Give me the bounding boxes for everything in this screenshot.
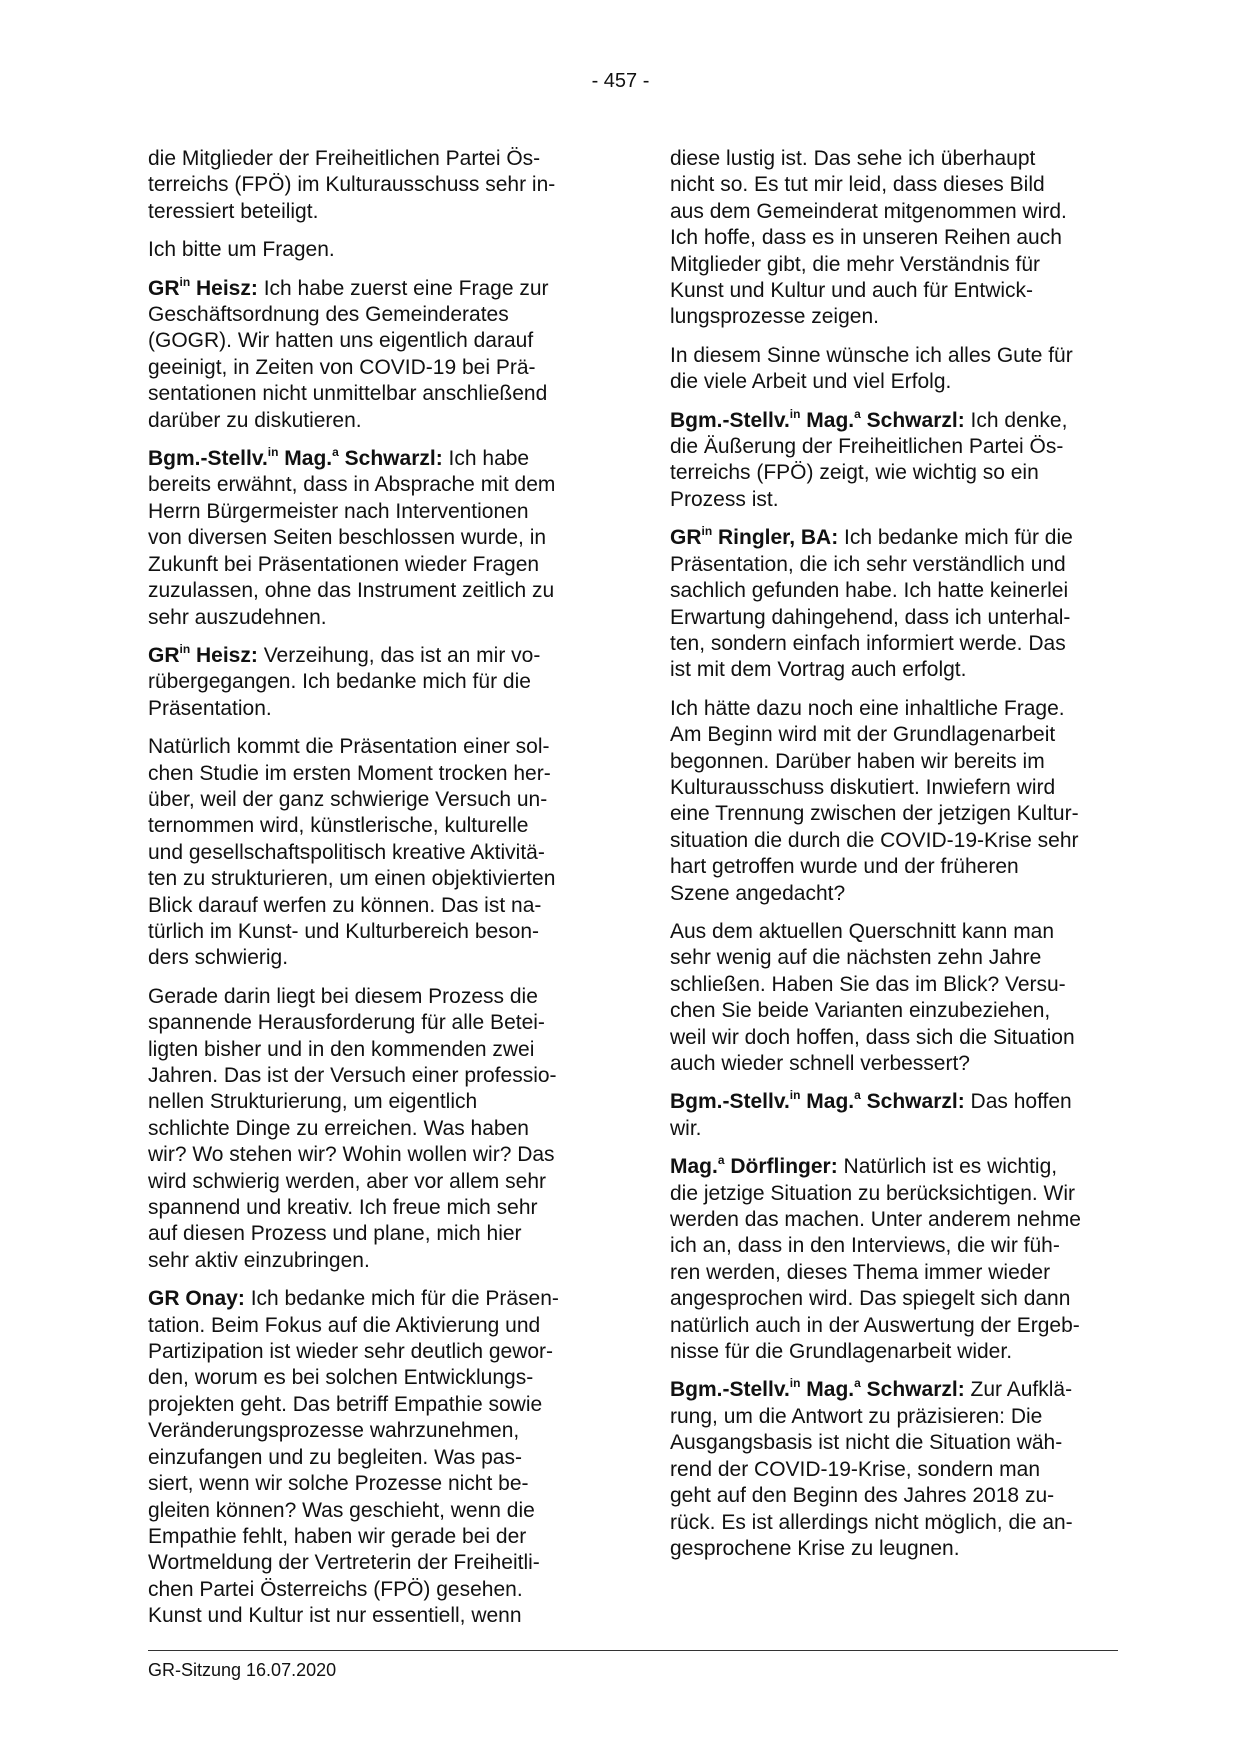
speaker-title-superscript: in	[789, 1376, 801, 1391]
text-line	[670, 1286, 1118, 1312]
text-line	[148, 499, 596, 525]
text-line	[148, 355, 596, 381]
text-line	[670, 578, 1118, 604]
text-line	[148, 1010, 596, 1036]
text-line	[670, 1025, 1118, 1051]
line-text: gleiten können? Was geschieht, wenn die	[148, 1498, 535, 1522]
line-text: aus dem Gemeinderat mitgenommen wird.	[670, 199, 1067, 223]
speaker-title-text: Schwarzl:	[860, 1090, 965, 1114]
paragraph	[148, 237, 596, 263]
text-line	[670, 369, 1118, 395]
text-line	[670, 552, 1118, 578]
line-text: den, worum es bei solchen Entwicklungs-	[148, 1366, 534, 1390]
line-text: Prozess ist.	[670, 487, 779, 511]
line-text: rübergegangen. Ich bedanke mich für die	[148, 670, 531, 694]
paragraph	[148, 984, 596, 1274]
text-line	[670, 972, 1118, 998]
line-text: schlichte Dinge zu erreichen. Was haben	[148, 1116, 529, 1140]
line-text: Geschäftsordnung des Gemeinderates	[148, 303, 509, 327]
line-text: Jahren. Das ist der Versuch einer professio-	[148, 1064, 557, 1087]
text-line	[148, 1392, 596, 1418]
speaker-title-superscript: a	[854, 406, 861, 421]
text-line	[148, 840, 596, 866]
speaker-statement	[670, 1377, 1118, 1562]
speaker-title-text: GR Onay:	[148, 1287, 245, 1311]
speaker-title-text: Heisz:	[190, 276, 258, 300]
speaker-title-text: Bgm.-Stellv.	[670, 1378, 790, 1402]
text-line	[670, 1483, 1118, 1509]
text-line	[670, 278, 1118, 304]
text-line	[148, 1089, 596, 1115]
speaker-statement	[148, 446, 596, 631]
text-line	[670, 1233, 1118, 1259]
text-line	[148, 302, 596, 328]
line-text: die Äußerung der Freiheitlichen Partei Ös-	[670, 435, 1064, 459]
line-text: Empathie fehlt, haben wir gerade bei der	[148, 1524, 527, 1548]
text-line	[670, 854, 1118, 880]
text-line	[670, 1051, 1118, 1077]
line-text: siert, wenn wir solche Prozesse nicht be-	[148, 1472, 529, 1496]
speaker-name	[670, 526, 838, 549]
line-text: die viele Arbeit und viel Erfolg.	[670, 370, 952, 394]
speaker-title-superscript: a	[854, 1376, 861, 1391]
text-line	[670, 1313, 1118, 1339]
line-text: Natürlich kommt die Präsentation einer sol-	[148, 735, 550, 759]
text-line	[148, 199, 596, 225]
speaker-title-text: Heisz:	[190, 643, 258, 667]
speaker-title-text: Mag.	[670, 1155, 718, 1179]
line-text: nisse für die Grundlagenarbeit wider.	[670, 1340, 1013, 1364]
paragraph	[670, 696, 1118, 907]
speaker-name	[148, 274, 258, 300]
line-text: Natürlich ist es wichtig,	[843, 1155, 1058, 1179]
speaker-statement	[670, 525, 1118, 683]
line-text: Szene angedacht?	[670, 881, 846, 905]
line-text: und gesellschaftspolitisch kreative Aktivitä-	[148, 840, 545, 864]
line-text: Erwartung dahingehend, dass ich unterhal-	[670, 605, 1071, 629]
line-text: türlich im Kunst- und Kulturbereich beson-	[148, 919, 540, 943]
speaker-statement	[670, 1154, 1118, 1365]
line-text: Zur Aufklä-	[970, 1378, 1073, 1402]
text-line	[670, 919, 1118, 945]
line-text: spannende Herausforderung für alle Betei-	[148, 1011, 545, 1035]
line-text: Aus dem aktuellen Querschnitt kann man	[670, 919, 1055, 943]
line-text: geht auf den Beginn des Jahres 2018 zu-	[670, 1484, 1055, 1508]
speaker-title-text: Schwarzl:	[860, 408, 965, 432]
line-text: werden das machen. Unter anderem nehme	[670, 1208, 1081, 1232]
line-text: In diesem Sinne wünsche ich alles Gute für	[670, 343, 1073, 367]
text-line	[670, 199, 1118, 225]
text-line	[148, 893, 596, 919]
text-line	[148, 1286, 596, 1312]
text-line	[148, 919, 596, 945]
text-line	[148, 1195, 596, 1221]
text-line	[670, 343, 1118, 369]
speaker-name	[670, 1378, 965, 1401]
text-line	[148, 1221, 596, 1247]
paragraph	[670, 919, 1118, 1077]
line-text: wir? Wo stehen wir? Wohin wollen wir? Das	[148, 1143, 555, 1167]
text-line	[670, 1089, 1118, 1115]
text-line	[148, 734, 596, 760]
speaker-statement	[148, 276, 596, 434]
text-line	[670, 1181, 1118, 1207]
text-line	[670, 1457, 1118, 1483]
paragraph	[148, 734, 596, 972]
line-text: Ich habe zuerst eine Frage zur	[263, 276, 549, 300]
line-text: rung, um die Antwort zu präzisieren: Die	[670, 1404, 1043, 1428]
speaker-title-text: GR	[670, 526, 702, 550]
line-text: teressiert beteiligt.	[148, 199, 319, 223]
text-line	[148, 381, 596, 407]
line-text: chen Partei Österreichs (FPÖ) gesehen.	[148, 1577, 523, 1601]
line-text: auch wieder schnell verbessert?	[670, 1052, 970, 1075]
speaker-title-superscript: a	[717, 1153, 725, 1168]
text-line	[148, 1445, 596, 1471]
text-line	[148, 984, 596, 1010]
line-text: sentationen nicht unmittelbar anschließend	[148, 382, 548, 406]
speaker-statement	[148, 643, 596, 722]
line-text: Kulturausschuss diskutiert. Inwiefern wird	[670, 775, 1056, 799]
footer-session-date: GR-Sitzung 16.07.2020	[148, 1660, 337, 1680]
line-text: (GOGR). Wir hatten uns eigentlich darauf	[148, 329, 534, 353]
text-line	[670, 1510, 1118, 1536]
text-line	[670, 487, 1118, 513]
text-line	[148, 1063, 596, 1089]
line-text: Ich hätte dazu noch eine inhaltliche Frage.	[670, 696, 1065, 720]
line-text: chen Sie beide Varianten einzubeziehen,	[670, 999, 1051, 1023]
text-line	[670, 304, 1118, 330]
text-line	[148, 643, 596, 669]
text-line	[148, 446, 596, 472]
text-line	[148, 1365, 596, 1391]
text-line	[148, 945, 596, 971]
line-text: über, weil der ganz schwierige Versuch un-	[148, 787, 548, 811]
line-text: Ich denke,	[970, 408, 1068, 432]
text-line	[670, 460, 1118, 486]
line-text: ternommen wird, künstlerische, kulturelle	[148, 814, 529, 838]
paragraph	[670, 146, 1118, 331]
text-line	[148, 1313, 596, 1339]
text-line	[148, 276, 596, 302]
line-text: geeinigt, in Zeiten von COVID-19 bei Prä-	[148, 355, 536, 379]
speaker-statement	[670, 1089, 1118, 1142]
line-text: lungsprozesse zeigen.	[670, 305, 879, 329]
text-line	[670, 1377, 1118, 1403]
text-line	[670, 1154, 1118, 1180]
text-line	[670, 657, 1118, 683]
text-line	[148, 1248, 596, 1274]
speaker-title-text: GR	[148, 276, 180, 300]
line-text: natürlich auch in der Auswertung der Ergeb-	[670, 1313, 1080, 1337]
text-line	[670, 252, 1118, 278]
text-line	[670, 1536, 1118, 1562]
text-line	[148, 813, 596, 839]
text-line	[670, 1116, 1118, 1142]
line-text: ligten bisher und in den kommenden zwei	[148, 1037, 535, 1061]
line-text: nellen Strukturierung, um eigentlich	[148, 1090, 478, 1114]
text-line	[148, 1524, 596, 1550]
speaker-title-text: Schwarzl:	[338, 447, 443, 471]
text-line	[670, 146, 1118, 172]
line-text: Mitglieder gibt, die mehr Verständnis für	[670, 252, 1041, 276]
line-text: zuzulassen, ohne das Instrument zeitlich zu	[148, 579, 555, 603]
text-line	[148, 578, 596, 604]
text-line	[148, 1418, 596, 1444]
line-text: schließen. Haben Sie das im Blick? Versu-	[670, 972, 1066, 996]
speaker-title-text: Ringler, BA:	[712, 526, 839, 550]
text-line	[670, 225, 1118, 251]
line-text: tation. Beim Fokus auf die Aktivierung und	[148, 1313, 541, 1337]
line-text: situation die durch die COVID-19-Krise sehr	[670, 828, 1079, 852]
text-line	[670, 525, 1118, 551]
line-text: rück. Es ist allerdings nicht möglich, die an-	[670, 1510, 1073, 1534]
paragraph	[670, 343, 1118, 396]
speaker-name	[670, 1090, 965, 1113]
text-line	[670, 998, 1118, 1024]
line-text: ten zu strukturieren, um einen objektivierten	[148, 867, 556, 891]
line-text: projekten geht. Das betriff Empathie sowie	[148, 1392, 543, 1416]
text-line	[148, 1339, 596, 1365]
line-text: eine Trennung zwischen der jetzigen Kultur-	[670, 802, 1079, 826]
text-line	[148, 669, 596, 695]
speaker-title-text: Schwarzl:	[860, 1378, 965, 1402]
speaker-title-text: GR	[148, 643, 180, 667]
line-text: Partizipation ist wieder sehr deutlich gewor-	[148, 1340, 554, 1364]
speaker-statement	[148, 1286, 596, 1629]
speaker-title-text: Bgm.-Stellv.	[670, 1090, 790, 1114]
text-line	[148, 1577, 596, 1603]
speaker-title-text: Mag.	[800, 1090, 855, 1114]
line-text: hart getroffen wurde und der früheren	[670, 855, 1019, 879]
speaker-title-superscript: in	[701, 524, 713, 539]
text-line	[148, 761, 596, 787]
speaker-title-superscript: in	[789, 406, 801, 421]
line-text: Am Beginn wird mit der Grundlagenarbeit	[670, 723, 1056, 747]
text-line	[148, 1169, 596, 1195]
line-text: Ausgangsbasis ist nicht die Situation wäh-	[670, 1431, 1063, 1455]
page-number: - 457 -	[591, 70, 650, 92]
text-line	[670, 775, 1118, 801]
speaker-title-superscript: in	[789, 1088, 801, 1103]
line-text: nicht so. Es tut mir leid, dass dieses Bild	[670, 173, 1045, 197]
text-line	[148, 1603, 596, 1629]
text-line	[148, 787, 596, 813]
left-column	[148, 146, 596, 1642]
text-line	[148, 472, 596, 498]
line-text: Herrn Bürgermeister nach Interventionen	[148, 499, 529, 523]
text-line	[148, 146, 596, 172]
line-text: Ich bedanke mich für die	[844, 526, 1073, 550]
text-line	[148, 696, 596, 722]
text-line	[670, 434, 1118, 460]
text-line	[670, 749, 1118, 775]
line-text: diese lustig ist. Das sehe ich überhaupt	[670, 147, 1036, 170]
speaker-title-superscript: a	[854, 1088, 861, 1103]
line-text: Präsentation.	[148, 696, 272, 720]
line-text: Ich bitte um Fragen.	[148, 238, 335, 262]
text-line	[670, 881, 1118, 907]
line-text: Ich habe	[448, 447, 530, 471]
line-text: bereits erwähnt, dass in Absprache mit dem	[148, 473, 556, 497]
line-text: sachlich gefunden habe. Ich hatte keinerlei	[670, 579, 1069, 603]
text-line	[670, 1207, 1118, 1233]
line-text: die Mitglieder der Freiheitlichen Partei Ös-	[148, 147, 541, 170]
line-text: Ich hoffe, dass es in unseren Reihen auch	[670, 226, 1062, 250]
footer-divider	[148, 1650, 1118, 1651]
text-line	[148, 525, 596, 551]
text-line	[670, 1430, 1118, 1456]
speaker-title-text: Bgm.-Stellv.	[148, 447, 268, 471]
line-text: Kunst und Kultur ist nur essentiell, wenn	[148, 1604, 522, 1628]
line-text: darüber zu diskutieren.	[148, 408, 362, 432]
line-text: Wortmeldung der Vertreterin der Freiheitli-	[148, 1551, 540, 1575]
line-text: ders schwierig.	[148, 946, 289, 970]
text-line	[670, 408, 1118, 434]
line-text: sehr aktiv einzubringen.	[148, 1248, 370, 1272]
line-text: Präsentation, die ich sehr verständlich und	[670, 552, 1066, 576]
line-text: die jetzige Situation zu berücksichtigen. Wir	[670, 1181, 1076, 1205]
line-text: spannend und kreativ. Ich freue mich sehr	[148, 1196, 538, 1220]
line-text: sehr auszudehnen.	[148, 605, 327, 629]
line-text: Ich bedanke mich für die Präsen-	[250, 1287, 559, 1311]
line-text: wir.	[670, 1116, 702, 1140]
text-line	[148, 1550, 596, 1576]
line-text: sehr wenig auf die nächsten zehn Jahre	[670, 946, 1042, 970]
text-line	[148, 552, 596, 578]
speaker-statement	[670, 408, 1118, 514]
speaker-name	[148, 447, 443, 470]
line-text: Das hoffen	[970, 1090, 1072, 1114]
text-line	[148, 1498, 596, 1524]
line-text: Blick darauf werfen zu können. Das ist na-	[148, 893, 542, 917]
line-text: chen Studie im ersten Moment trocken her-	[148, 761, 551, 785]
text-line	[148, 1142, 596, 1168]
line-text: Zukunft bei Präsentationen wieder Fragen	[148, 552, 540, 576]
speaker-name	[670, 1155, 838, 1178]
text-line	[148, 328, 596, 354]
text-line	[670, 696, 1118, 722]
text-line	[148, 408, 596, 434]
line-text: ten, sondern einfach informiert werde. Das	[670, 631, 1066, 655]
speaker-title-superscript: in	[179, 641, 191, 656]
text-line	[670, 1260, 1118, 1286]
line-text: Kunst und Kultur und auch für Entwick-	[670, 279, 1034, 303]
line-text: begonnen. Darüber haben wir bereits im	[670, 749, 1045, 773]
text-line	[670, 945, 1118, 971]
speaker-name	[148, 1287, 245, 1310]
line-text: Veränderungsprozesse wahrzunehmen,	[148, 1419, 520, 1443]
line-text: ich an, dass in den Interviews, die wir füh-	[670, 1234, 1060, 1258]
line-text: weil wir doch hoffen, dass sich die Situation	[670, 1025, 1075, 1049]
text-line	[670, 801, 1118, 827]
text-line	[148, 1471, 596, 1497]
text-line	[670, 1404, 1118, 1430]
text-line	[148, 605, 596, 631]
speaker-title-superscript: a	[332, 445, 339, 460]
line-text: auf diesen Prozess und plane, mich hier	[148, 1222, 522, 1246]
text-line	[670, 1339, 1118, 1365]
line-text: wird schwierig werden, aber vor allem sehr	[148, 1169, 546, 1193]
line-text: von diversen Seiten beschlossen wurde, in	[148, 526, 547, 550]
text-line	[148, 237, 596, 263]
text-line	[148, 1116, 596, 1142]
text-line	[148, 172, 596, 198]
line-text: ist mit dem Vortrag auch erfolgt.	[670, 658, 967, 682]
speaker-name	[670, 406, 965, 432]
speaker-title-text: Dörflinger:	[724, 1155, 838, 1179]
line-text: Gerade darin liegt bei diesem Prozess die	[148, 984, 538, 1008]
line-text: terreichs (FPÖ) im Kulturausschuss sehr in-	[148, 173, 556, 197]
speaker-name	[148, 641, 258, 667]
line-text: terreichs (FPÖ) zeigt, wie wichtig so ein	[670, 461, 1039, 485]
speaker-title-superscript: in	[267, 445, 279, 460]
text-line	[148, 1037, 596, 1063]
line-text: angesprochen wird. Das spiegelt sich dann	[670, 1287, 1071, 1311]
speaker-title-text: Bgm.-Stellv.	[670, 408, 790, 432]
line-text: Verzeihung, das ist an mir vo-	[263, 643, 541, 667]
text-line	[670, 172, 1118, 198]
speaker-title-superscript: in	[179, 274, 191, 289]
speaker-title-text: Mag.	[278, 447, 333, 471]
text-line	[670, 722, 1118, 748]
paragraph	[148, 146, 596, 225]
line-text: ren werden, dieses Thema immer wieder	[670, 1260, 1051, 1284]
line-text: rend der COVID-19-Krise, sondern man	[670, 1457, 1040, 1481]
text-line	[670, 631, 1118, 657]
line-text: gesprochene Krise zu leugnen.	[670, 1536, 960, 1560]
text-line	[670, 605, 1118, 631]
text-line	[670, 828, 1118, 854]
right-column	[670, 146, 1118, 1574]
speaker-title-text: Mag.	[800, 1378, 855, 1402]
line-text: einzufangen und zu begleiten. Was pas-	[148, 1445, 522, 1469]
speaker-title-text: Mag.	[800, 408, 855, 432]
text-line	[148, 866, 596, 892]
